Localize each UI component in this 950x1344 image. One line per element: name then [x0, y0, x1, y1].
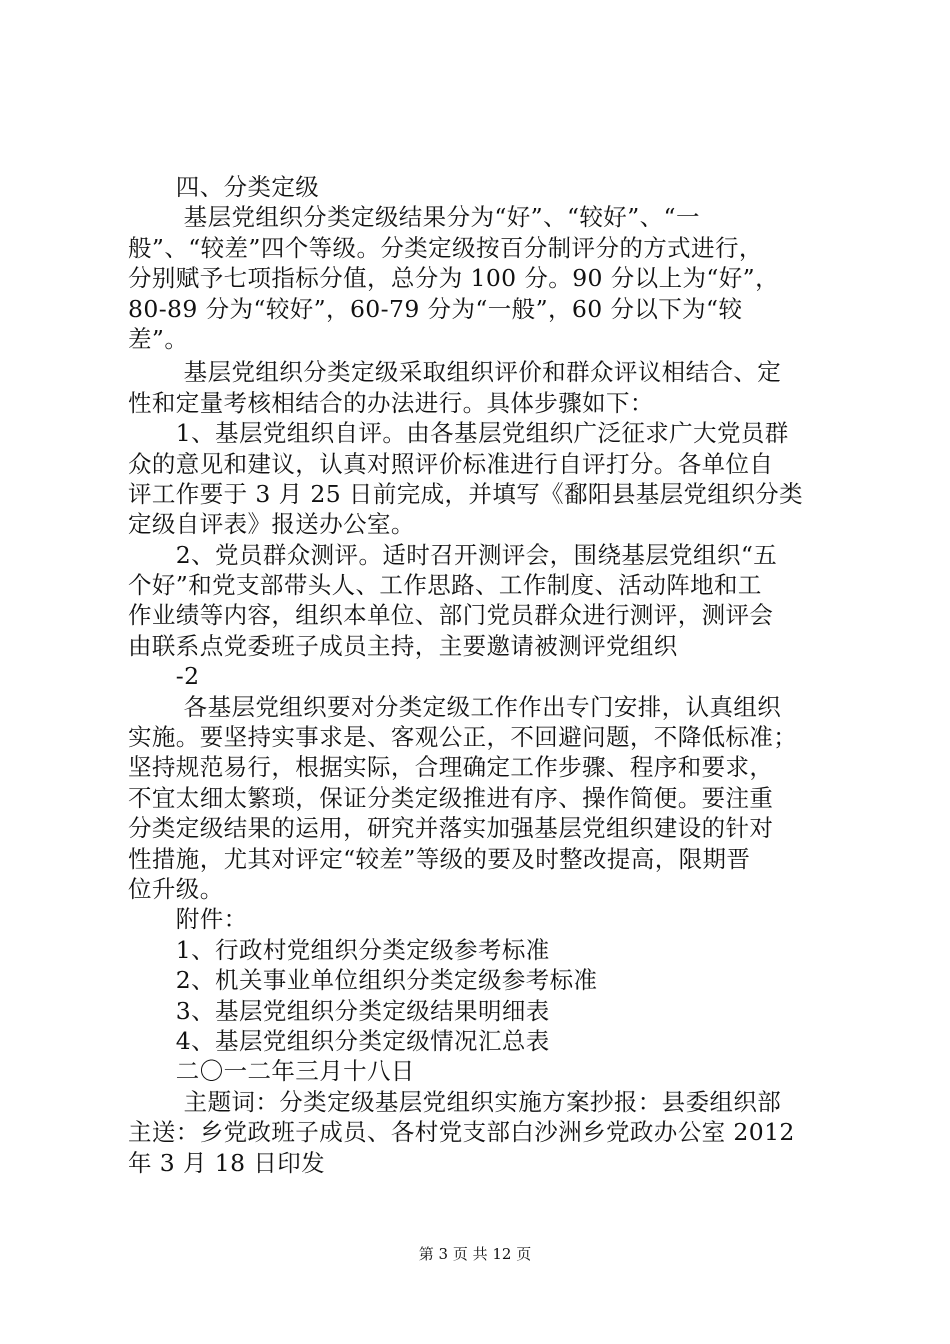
- attachment-item: 3、基层党组织分类定级结果明细表: [128, 996, 550, 1025]
- body-line: 2、党员群众测评。适时召开测评会，围绕基层党组织“五: [128, 540, 778, 569]
- body-line: 不宜太细太繁琐，保证分类定级推进有序、操作简便。要注重: [128, 783, 774, 812]
- document-body: [128, 172, 838, 1178]
- body-line: 个好”和党支部带头人、工作思路、工作制度、活动阵地和工: [128, 571, 762, 600]
- body-line: 作业绩等内容，组织本单位、部门党员群众进行测评，测评会: [128, 601, 774, 630]
- date-line: 二〇一二年三月十八日: [128, 1057, 415, 1086]
- attachments-heading: 附件：: [128, 905, 248, 934]
- body-line: 位升级。: [128, 874, 224, 903]
- body-line: 众的意见和建议，认真对照评价标准进行自评打分。各单位自: [128, 449, 774, 478]
- keywords-line: 主题词：分类定级基层党组织实施方案抄报：县委组织部: [128, 1087, 782, 1116]
- body-line: 差”。: [128, 324, 189, 353]
- page-marker: -2: [128, 662, 200, 691]
- body-line: 各基层党组织要对分类定级工作作出专门安排，认真组织: [128, 692, 782, 721]
- body-line: 分类定级结果的运用，研究并落实加强基层党组织建设的针对: [128, 814, 774, 843]
- body-line: 1、基层党组织自评。由各基层党组织广泛征求广大党员群: [128, 419, 789, 448]
- body-line: 评工作要于 3 月 25 日前完成，并填写《鄱阳县基层党组织分类: [128, 479, 804, 508]
- body-line: 由联系点党委班子成员主持，主要邀请被测评党组织: [128, 631, 678, 660]
- body-line: 性和定量考核相结合的办法进行。具体步骤如下：: [128, 388, 654, 417]
- body-line: 定级自评表》报送办公室。: [128, 510, 415, 539]
- body-line: 基层党组织分类定级采取组织评价和群众评议相结合、定: [128, 358, 782, 387]
- issue-date-line: 年 3 月 18 日印发: [128, 1148, 326, 1177]
- attachment-item: 2、机关事业单位组织分类定级参考标准: [128, 966, 598, 995]
- body-line: 80-89 分为“较好”，60-79 分为“一般”，60 分以下为“较: [128, 294, 743, 323]
- body-line: 基层党组织分类定级结果分为“好”、“较好”、“一: [128, 203, 700, 232]
- body-line: 实施。要坚持实事求是、客观公正，不回避问题，不降低标准；: [128, 723, 798, 752]
- body-line: 坚持规范易行，根据实际，合理确定工作步骤、程序和要求，: [128, 753, 774, 782]
- distribution-line: 主送：乡党政班子成员、各村党支部白沙洲乡党政办公室 2012: [128, 1118, 795, 1147]
- page-number-footer: 第 3 页 共 12 页: [418, 1245, 532, 1263]
- body-line: 性措施，尤其对评定“较差”等级的要及时整改提高，限期晋: [128, 844, 751, 873]
- attachment-item: 1、行政村党组织分类定级参考标准: [128, 935, 550, 964]
- body-line: 般”、“较差”四个等级。分类定级按百分制评分的方式进行，: [128, 233, 763, 262]
- attachment-item: 4、基层党组织分类定级情况汇总表: [128, 1026, 550, 1055]
- body-line: 分别赋予七项指标分值，总分为 100 分。90 分以上为“好”，: [128, 264, 779, 293]
- section-heading: 四、分类定级: [128, 173, 320, 201]
